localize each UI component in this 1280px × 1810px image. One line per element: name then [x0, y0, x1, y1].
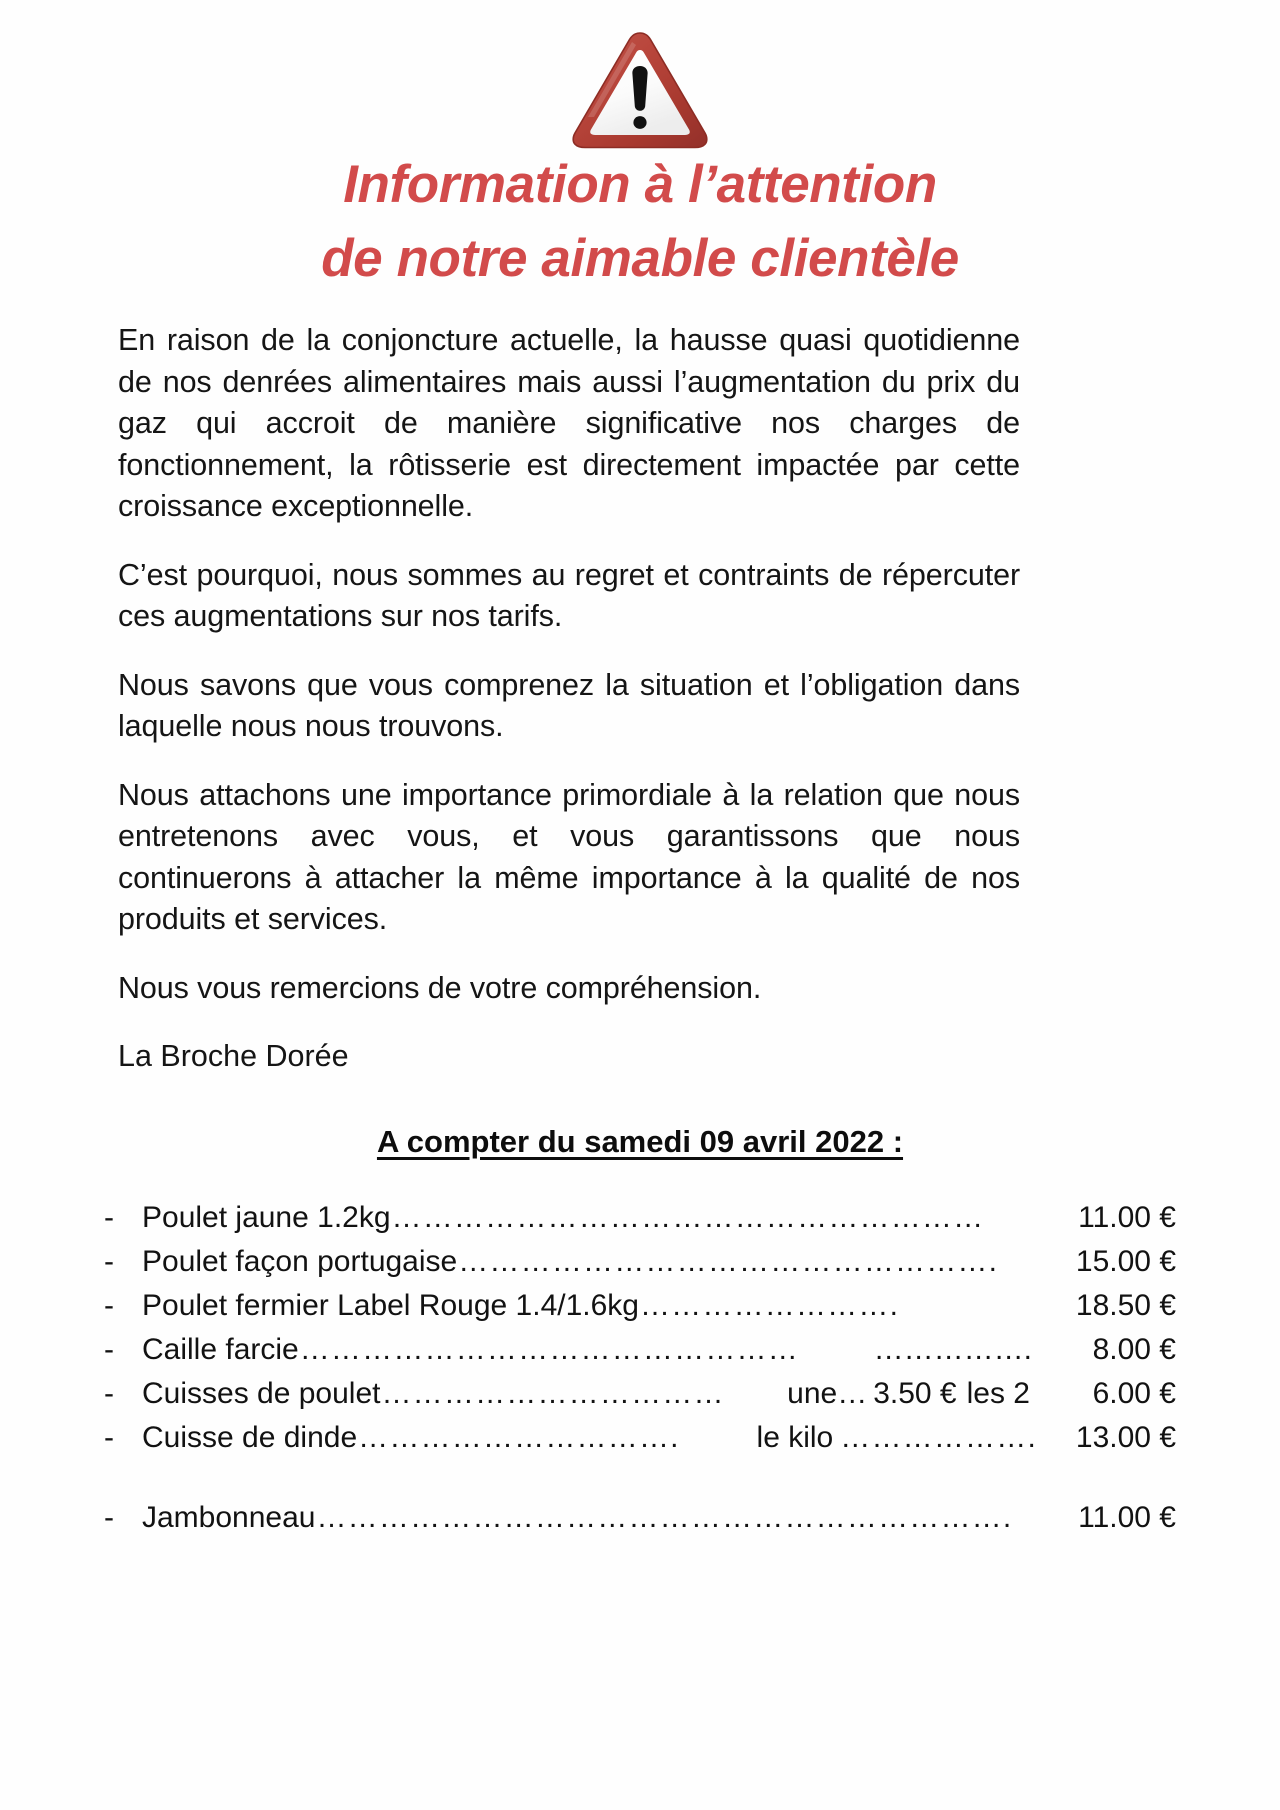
notice-body: [118, 320, 1020, 1078]
list-bullet: -: [104, 1501, 114, 1534]
price-list: [104, 1196, 1176, 1540]
unit-label: une…: [787, 1377, 868, 1410]
item-price: 8.00 €: [1092, 1333, 1176, 1366]
item-price: 15.00 €: [1075, 1245, 1176, 1278]
signature: La Broche Dorée: [118, 1039, 349, 1073]
list-bullet: -: [104, 1289, 114, 1322]
paragraph-5: Nous vous remercions de votre compréhension.: [118, 970, 762, 1005]
item-price: 13.00 €: [1075, 1421, 1176, 1454]
paragraph-4: Nous attachons une importance primordiale à la relation que nous entretenons avec vous, et vous garantissons que nous continuerons à attacher la même importance à la qualité de nos produits et services.: [118, 777, 1020, 936]
title-line-2: de notre aimable clientèle: [321, 229, 959, 288]
dot-leader-secondary: ……………….: [840, 1421, 1037, 1454]
effective-date-heading: [0, 1124, 1280, 1160]
item-name: Poulet façon portugaise: [142, 1245, 458, 1278]
unit-price: 3.50 €: [873, 1377, 957, 1410]
price-row: [104, 1196, 1176, 1240]
dot-leader: …………………….: [639, 1289, 900, 1322]
price-row: [104, 1240, 1176, 1284]
item-name: Caille farcie: [142, 1333, 299, 1366]
list-bullet: -: [104, 1421, 114, 1454]
paragraph-3: Nous savons que vous comprenez la situation et l’obligation dans laquelle nous nous trouvons.: [118, 667, 1020, 743]
item-name: Jambonneau: [142, 1501, 316, 1534]
paragraph-2: C’est pourquoi, nous sommes au regret et contraints de répercuter ces augmentations sur nos tarifs.: [118, 557, 1020, 633]
list-bullet: -: [104, 1333, 114, 1366]
item-name: Cuisses de poulet: [142, 1377, 381, 1410]
effective-date-text: A compter du samedi 09 avril 2022 :: [376, 1124, 904, 1159]
list-bullet: -: [104, 1245, 114, 1278]
list-bullet: -: [104, 1201, 114, 1234]
title-line-1: Information à l’attention: [343, 155, 937, 214]
item-name: Cuisse de dinde: [142, 1421, 358, 1454]
warning-triangle-exclamation-icon: [570, 28, 710, 150]
warning-icon-container: [0, 28, 1280, 155]
dot-leader: …………………………………………………: [391, 1201, 985, 1234]
price-row: [104, 1284, 1176, 1328]
dot-leader: …………………………………………: [299, 1333, 799, 1366]
dot-leader: ………………………………………………………….: [316, 1501, 1013, 1534]
paragraph-1: En raison de la conjoncture actuelle, la hausse quasi quotidienne de nos denrées alimentaires mais aussi l’augmentation du prix du gaz qui accroit de manière significative nos charges de fonctionnement, la rôtisserie est directement impactée par cette croissance exceptionnelle.: [118, 323, 1020, 523]
dot-leader: ……………………………: [381, 1377, 725, 1410]
item-name: Poulet fermier Label Rouge 1.4/1.6kg: [142, 1289, 639, 1322]
unit-label: le kilo: [756, 1421, 834, 1454]
item-price: 18.50 €: [1075, 1289, 1176, 1322]
dot-leader: …………………………………………….: [458, 1245, 999, 1278]
list-bullet: -: [104, 1377, 114, 1410]
item-price: 11.00 €: [1078, 1201, 1176, 1234]
price-row: [104, 1416, 1176, 1460]
item-price: 11.00 €: [1078, 1501, 1176, 1534]
price-row: [104, 1496, 1176, 1540]
item-name: Poulet jaune 1.2kg: [142, 1201, 391, 1234]
dot-leader-secondary: …………….: [873, 1333, 1032, 1366]
page-title: [0, 148, 1280, 296]
price-row: [104, 1328, 1176, 1372]
price-row: [104, 1372, 1176, 1416]
item-price: 6.00 €: [1092, 1377, 1176, 1410]
quantity-label: les 2: [966, 1377, 1030, 1410]
dot-leader: ………………………….: [358, 1421, 680, 1454]
